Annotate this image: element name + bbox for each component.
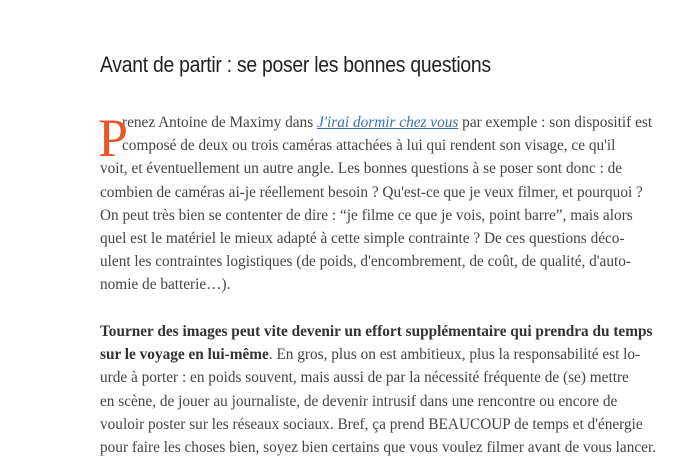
text-line: nomie de batterie…). [100,276,231,294]
text-line: urde à porter : en poids souvent, mais aussi de par la nécessité fréquente de (se) mettre [100,369,629,387]
text-line: en scène, de jouer au journaliste, de devenir intrusif dans une rencontre ou encore de [100,392,618,410]
text-line: ulent les contraintes logistiques (de poids, d'encombrement, de coût, de qualité, d'auto- [100,253,631,271]
text-line: combien de caméras ai-je réellement besoin ? Qu'est-ce que je veux filmer, et pourquoi ? [100,183,643,201]
text-line: voit, et éventuellement un autre angle. Les bonnes questions à se poser sont donc : de [100,160,623,178]
text: par exemple : son dispositif est [458,114,653,131]
text-line: quel est le matériel le mieux adapté à cette simple contrainte ? De ces questions déco- [100,229,625,247]
text: renez Antoine de Maximy dans [122,114,317,131]
bold-text: sur le voyage en lui-même [100,346,269,364]
bold-text: Tourner des images peut vite devenir un effort supplémentaire qui prendra du temps [100,323,653,340]
text-line: pour faire les choses bien, soyez bien certains que vous voulez filmer avant de vous lancer. [100,438,657,456]
text-line [100,320,653,343]
drop-cap: P [98,108,129,168]
film-link[interactable]: J'irai dormir chez vous [316,114,459,131]
text-line [122,111,653,134]
paragraph-effort [100,320,657,459]
text-line [100,343,641,366]
text-line: composé de deux ou trois caméras attachées à lui qui rendent son visage, ce qu'il [122,137,616,155]
paragraph-intro [98,108,653,297]
text: . En gros, plus on est ambitieux, plus la responsabilité est lo- [268,346,641,364]
text-line: On peut très bien se contenter de dire : “je filme ce que je vois, point barre”, mais alors [100,206,633,224]
section-heading: Avant de partir : se poser les bonnes questions [100,52,491,77]
text-line: vouloir poster sur les réseaux sociaux. Bref, ça prend BEAUCOUP de temps et d'énergie [100,415,643,433]
